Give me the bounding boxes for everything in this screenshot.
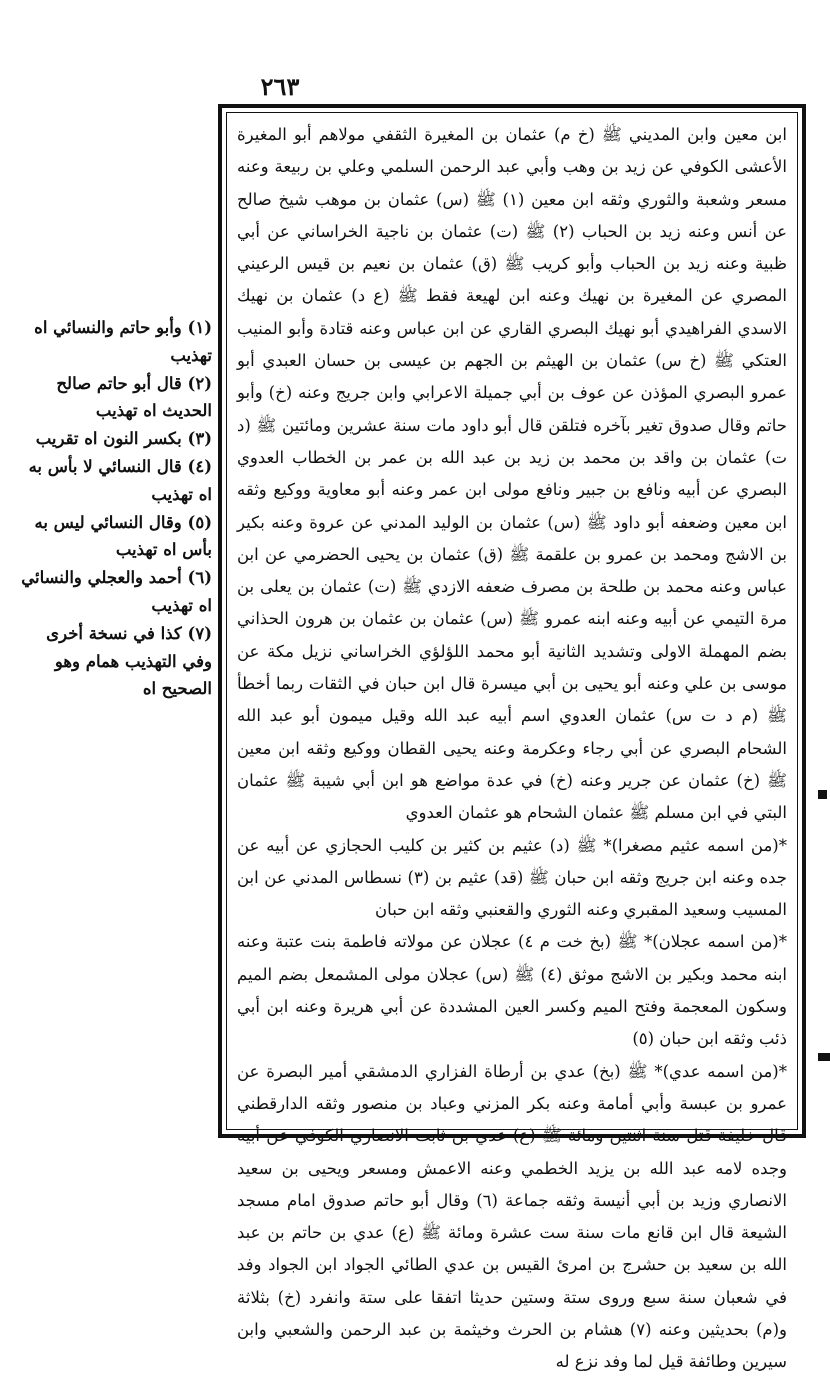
footnote: (٦) أحمد والعجلي والنسائي اه تهذيب: [21, 568, 212, 615]
main-paragraph: ابن معين وابن المديني ﷺ (خ م) عثمان بن المغيرة الثقفي مولاهم أبو المغيرة الأعشى الكوفي عن زيد بن وهب وأبي عبد الرحمن السلمي وعلي بن ربيعة وعنه مسعر وشعبة والثوري وثقه ابن معين (١) ﷺ (س) عثمان بن موهب شيخ صالح عن أنس وعنه زيد بن الحباب (٢) ﷺ (ت) عثمان بن ناجية الخراساني عن أبي ظبية وعنه زيد بن الحباب وأبو كريب ﷺ (ق) عثمان بن نعيم بن قيس الرعيني المصري عن المغيرة بن نهيك وعنه ابن لهيعة فقط ﷺ (ع د) عثمان بن نهيك الاسدي الفراهيدي أبو نهيك البصري القاري عن ابن عباس وعنه قتادة وأبو المنيب العتكي ﷺ (خ س) عثمان بن الهيثم بن الجهم بن عيسى بن حسان العبدي أبو عمرو البصري المؤذن عن عوف بن أبي جميلة الاعرابي وابن جريج وعنه (خ) وأبو حاتم وقال صدوق تغير بآخره فتلقن قال أبو داود مات سنة عشرين ومائتين ﷺ (د ت) عثمان بن واقد بن محمد بن زيد بن عبد الله بن عمر بن الخطاب العدوي البصري عن أبيه ونافع بن جبير ونافع مولى ابن عمر وعنه أبو معاوية ووكيع وثقه ابن معين وضعفه أبو داود ﷺ (س) عثمان بن الوليد المدني عن عروة وعنه بكير بن الاشج ومحمد بن عمرو بن علقمة ﷺ (ق) عثمان بن يحيى الحضرمي عن ابن عباس وعنه محمد بن طلحة بن مصرف ضعفه الازدي ﷺ (ت) عثمان بن يعلى بن مرة التيمي عن أبيه وعنه ابنه عمرو ﷺ (س) عثمان بن عثمان بن هرون الحذاني بضم المهملة الاولى وتشديد الثانية أبو محمد اللؤلؤي الخراساني نزيل مكة عن موسى بن علي وعنه أبو يحيى بن أبي ميسرة قال ابن حبان في الثقات ربما أخطأ ﷺ (م د ت س) عثمان العدوي اسم أبيه عبد الله وقيل ميمون أبو عبد الله الشحام البصري عن أبي رجاء وعكرمة وعنه يحيى القطان ووكيع وثقه ابن معين ﷺ (خ) عثمان عن جرير وعنه (خ) في عدة مواضع هو ابن أبي شيبة ﷺ عثمان البتي في ابن مسلم ﷺ عثمان الشحام هو عثمان العدوي: [237, 125, 787, 823]
footnote: (٢) قال أبو حاتم صالح الحديث اه تهذيب: [56, 373, 212, 421]
page-frame-inner: [226, 112, 798, 1372]
scan-edge-mark: [818, 790, 827, 799]
main-paragraph: *(من اسمه عدي)* ﷺ (بخ) عدي بن أرطاة الفزاري الدمشقي أمير البصرة عن عمرو بن عبسة وأبي أمامة وعنه بكر المزني وعباد بن منصور وثقه الدارقطني قال خليفة قتل سنة اثنتين ومائة ﷺ (ع) عدي بن ثابت الانصاري الكوفي عن أبيه وجده لامه عبد الله بن يزيد الخطمي وعنه الاعمش ومسعر ويحيى بن سعيد الانصاري وزيد بن أبي أنيسة وثقه جماعة (٦) وقال أبو حاتم صدوق امام مسجد الشيعة قال ابن قانع مات سنة ست عشرة ومائة ﷺ (ع) عدي بن حاتم بن عبد الله بن سعيد بن حشرج بن امرئ القيس بن عدي الطائي الجواد ابن الجواد وفد في شعبان سنة سبع وروى ستة وستين حديثا اتفقا على ستة وانفرد (خ) بثلاثة و(م) بحديثين وعنه (٧) هشام بن الحرث وخيثمة بن عبد الرحمن والشعبي وابن سيرين وطائفة قيل لما وفد نزع له: [237, 1061, 787, 1372]
footnote: (٥) وقال النسائي ليس به بأس اه تهذيب: [34, 512, 212, 560]
margin-footnotes: [20, 314, 218, 703]
main-paragraph: *(من اسمه عجلان)* ﷺ (بخ خت م ٤) عجلان عن مولاته فاطمة بنت عتبة وعنه ابنه محمد وبكير بن الاشج موثق (٤) ﷺ (س) عجلان مولى المشمعل بضم الميم وسكون المعجمة وفتح الميم وكسر العين المشددة عن أبي هريرة وعنه ابن أبي ذئب وثقه ابن حبان (٥): [237, 932, 787, 1049]
main-text-block: [227, 113, 797, 1372]
footnote: (١) وأبو حاتم والنسائي اه تهذيب: [34, 318, 212, 365]
page-number: ٢٦٣: [260, 72, 300, 101]
scan-edge-mark: [818, 1053, 830, 1061]
footnote: (٣) بكسر النون اه تقريب: [35, 429, 212, 449]
footnote: (٤) قال النسائي لا بأس به اه تهذيب: [28, 456, 212, 504]
main-paragraph: *(من اسمه عثيم مصغرا)* ﷺ (د) عثيم بن كثير بن كليب الحجازي عن أبيه عن جده وعنه ابن جريج وثقه ابن حبان ﷺ (قد) عثيم بن (٣) نسطاس المدني عن ابن المسيب وسعيد المقبري وعنه الثوري والقعنبي وثقه ابن حبان: [237, 835, 787, 920]
footnote: (٧) كذا في نسخة أخرى وفي التهذيب همام وهو الصحيح اه: [46, 623, 212, 699]
